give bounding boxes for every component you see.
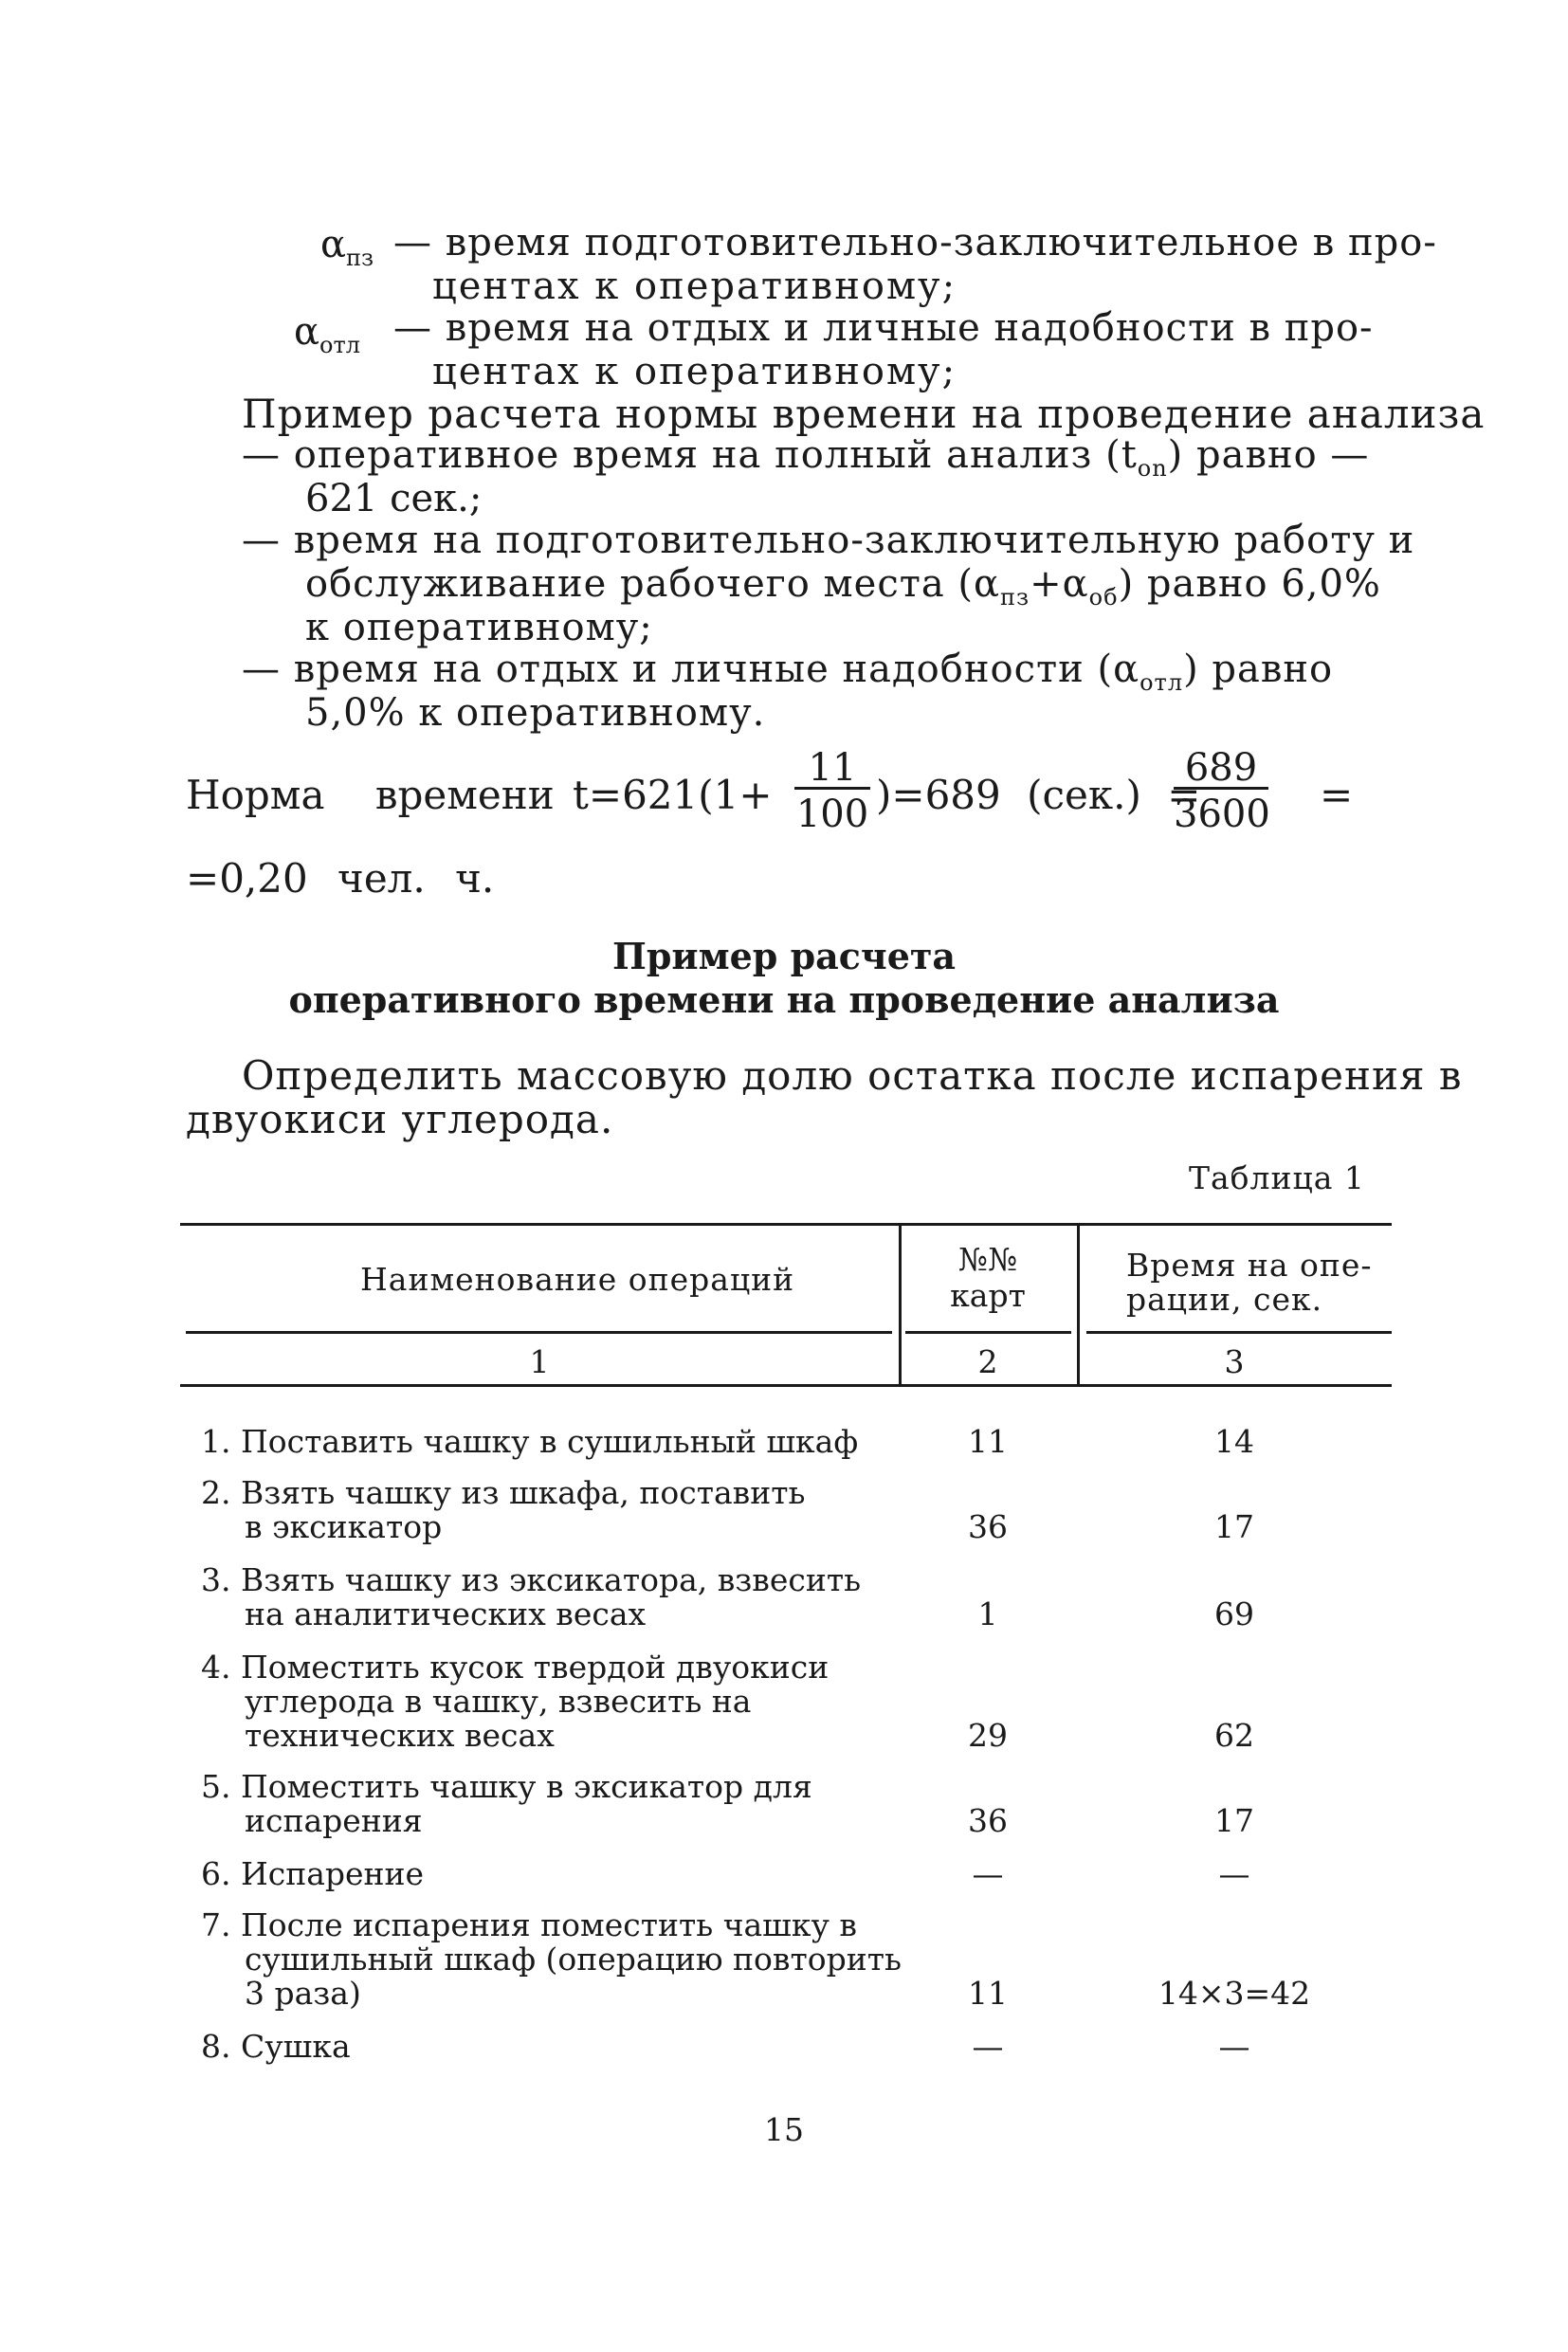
table-header-rule-2: [905, 1331, 1071, 1334]
table-row-7-name-line2: сушильный шкаф (операцию повторить: [245, 1941, 902, 1978]
example-intro: Пример расчета нормы времени на проведение анализа: [242, 391, 1486, 437]
table-row-8-name-line1: 8. Сушка: [201, 2028, 351, 2065]
section-title-line2: оперативного времени на проведение анализа: [288, 978, 1280, 1021]
table-row-6-card: —: [972, 1855, 1004, 1892]
formula-part1: t=621(1+: [573, 772, 773, 818]
table-row-7-card: 11: [968, 1975, 1008, 2012]
table-top-rule: [180, 1223, 1392, 1226]
table-header-time-line2: рации, сек.: [1126, 1281, 1323, 1318]
table-row-5-name-line2: испарения: [245, 1802, 423, 1839]
section-title-line1: Пример расчета: [611, 935, 957, 977]
table-header-rule-3: [1086, 1331, 1392, 1334]
table-row-1-time: 14: [1214, 1423, 1254, 1460]
table-row-8-time: —: [1218, 2028, 1250, 2065]
table-row-5-name-line1: 5. Поместить чашку в эксикатор для: [201, 1768, 812, 1805]
fraction-denominator: 100: [795, 793, 869, 836]
formula-label: Норма времени: [186, 772, 555, 818]
example-item2-line1: — время на подготовительно-заключительную работу и: [242, 519, 1415, 562]
table-row-7-name-line3: 3 раза): [245, 1975, 361, 2012]
table-row-4-card: 29: [968, 1717, 1008, 1754]
table-row-3-card: 1: [977, 1595, 998, 1632]
formula-fraction-11-100: [794, 746, 870, 836]
table-col-number-1: 1: [529, 1343, 550, 1380]
example-item2-line3: к оперативному;: [305, 606, 653, 649]
task-line1: Определить массовую долю остатка после испарения в: [242, 1052, 1463, 1099]
table-numbers-rule: [180, 1384, 1392, 1387]
table-row-1-card: 11: [968, 1423, 1008, 1460]
fraction-numerator: 689: [1174, 749, 1268, 790]
table-header-time-line1: Время на опе-: [1126, 1247, 1373, 1284]
table-header-operation-name: Наименование операций: [360, 1261, 795, 1298]
formula-part3: =: [1320, 772, 1354, 818]
definition-alpha-pz-line1: — время подготовительно-заключительное в про-: [393, 221, 1437, 264]
definition-alpha-pz-line2: центах к оперативному;: [432, 264, 957, 308]
table-row-2-name-line2: в эксикатор: [245, 1508, 443, 1545]
table-row-1-name-line1: 1. Поставить чашку в сушильный шкаф: [201, 1423, 859, 1460]
table-row-3-name-line1: 3. Взять чашку из эксикатора, взвесить: [201, 1561, 862, 1598]
table-col-number-3: 3: [1224, 1343, 1245, 1380]
table-caption: Таблица 1: [1189, 1159, 1365, 1196]
example-item1-line2: 621 сек.;: [305, 477, 483, 520]
definition-alpha-otl-line2: центах к оперативному;: [432, 350, 957, 393]
table-row-8-card: —: [972, 2028, 1004, 2065]
definition-alpha-otl-symbol: $\alpha_{отл}$: [294, 310, 360, 358]
table-row-6-name-line1: 6. Испарение: [201, 1855, 425, 1892]
table-row-4-name-line2: углерода в чашку, взвесить на: [245, 1683, 752, 1720]
table-row-7-time: 14×3=42: [1158, 1975, 1311, 2012]
definition-alpha-otl-line1: — время на отдых и личные надобности в про-: [393, 306, 1374, 350]
table-row-4-time: 62: [1214, 1717, 1254, 1754]
table-row-5-time: 17: [1214, 1802, 1254, 1839]
table-row-2-name-line1: 2. Взять чашку из шкафа, поставить: [201, 1474, 806, 1511]
fraction-denominator: 3600: [1174, 793, 1270, 836]
table-row-4-name-line3: технических весах: [245, 1717, 555, 1754]
example-item3-line2: 5,0% к оперативному.: [305, 691, 766, 735]
example-item2-line2: обслуживание рабочего места $(\alpha_{пз}+\alpha_{об})$ равно 6,0%: [305, 562, 1381, 611]
formula-part2: )=689 (сек.) =: [876, 772, 1201, 818]
table-col-number-2: 2: [977, 1343, 998, 1380]
table-header-card-line1: №№: [957, 1241, 1018, 1278]
example-item3-line1: — время на отдых и личные надобности $(\alpha_{отл})$ равно: [242, 647, 1334, 696]
fraction-numerator: 11: [794, 749, 870, 790]
table-row-2-card: 36: [968, 1508, 1008, 1545]
table-row-6-time: —: [1218, 1855, 1250, 1892]
formula-result: =0,20 чел. ч.: [186, 855, 495, 902]
definition-alpha-pz-symbol: $\alpha_{пз}$: [320, 223, 374, 271]
task-line2: двуокиси углерода.: [186, 1096, 614, 1142]
page-number: 15: [764, 2111, 804, 2148]
table-header-card-line2: карт: [950, 1277, 1026, 1314]
table-row-7-name-line1: 7. После испарения поместить чашку в: [201, 1906, 857, 1943]
table-row-3-name-line2: на аналитических весах: [245, 1595, 647, 1632]
table-row-3-time: 69: [1214, 1595, 1254, 1632]
table-header-rule-1: [186, 1331, 892, 1334]
table-row-2-time: 17: [1214, 1508, 1254, 1545]
table-row-4-name-line1: 4. Поместить кусок твердой двуокиси: [201, 1649, 830, 1686]
example-item1-line1: — оперативное время на полный анализ $(t_{on})$ равно —: [242, 433, 1370, 482]
table-row-5-card: 36: [968, 1802, 1008, 1839]
formula-fraction-689-3600: [1174, 746, 1270, 836]
